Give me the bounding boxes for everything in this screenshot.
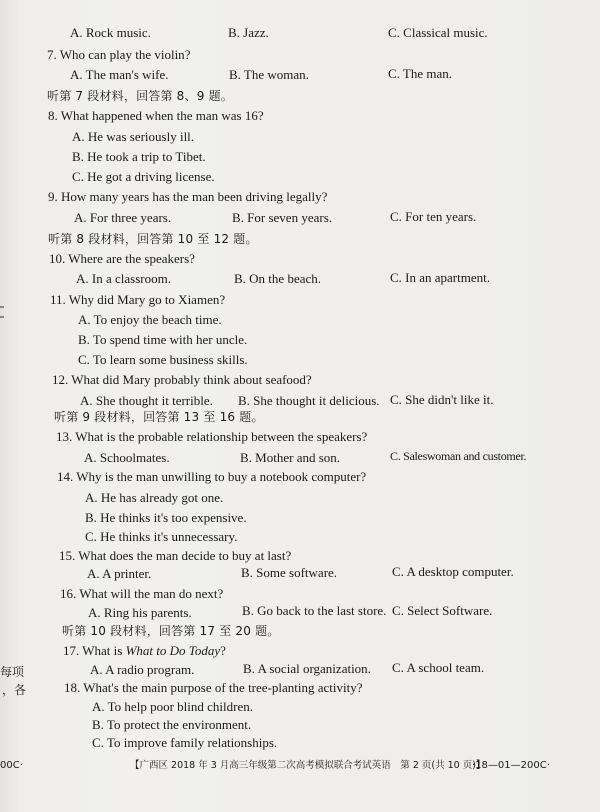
- q12-option-c: C. She didn't like it.: [390, 392, 494, 407]
- q10-option-a: A. In a classroom.: [76, 271, 171, 286]
- q9-option-a: A. For three years.: [74, 210, 172, 225]
- q17-program-title: What to Do Today: [125, 643, 221, 658]
- q15-stem: 15. What does the man decide to buy at last?: [59, 548, 292, 563]
- q16-stem: 16. What will the man do next?: [60, 586, 224, 601]
- q16-option-a: A. Ring his parents.: [88, 605, 192, 620]
- margin-text-line2: ，各: [2, 683, 27, 697]
- q18-stem: 18. What's the main purpose of the tree-planting activity?: [64, 680, 363, 695]
- q18-option-a: A. To help poor blind children.: [92, 699, 253, 714]
- q17-stem-suffix: ?: [220, 643, 226, 658]
- q6-option-a: A. Rock music.: [70, 25, 151, 40]
- q17-option-b: B. A social organization.: [243, 661, 371, 676]
- q16-option-c: C. Select Software.: [392, 603, 493, 618]
- q17-stem-prefix: 17. What is: [63, 643, 126, 658]
- q13-option-c: C. Saleswoman and customer.: [390, 449, 527, 463]
- q12-option-a: A. She thought it terrible.: [80, 393, 213, 408]
- q6-option-b: B. Jazz.: [228, 25, 269, 40]
- q15-option-b: B. Some software.: [241, 565, 338, 580]
- q10-option-b: B. On the beach.: [234, 271, 322, 286]
- section-9-heading: 听第 9 段材料，回答第 13 至 16 题。: [54, 410, 264, 424]
- margin-mark: [0, 306, 4, 308]
- q12-stem: 12. What did Mary probably think about seafood?: [52, 372, 312, 387]
- q9-option-b: B. For seven years.: [232, 210, 333, 225]
- section-7-heading: 听第 7 段材料，回答第 8、9 题。: [47, 89, 233, 103]
- q12-option-b: B. She thought it delicious.: [238, 393, 380, 408]
- q10-option-c: C. In an apartment.: [390, 270, 490, 285]
- q11-option-a: A. To enjoy the beach time.: [78, 312, 222, 327]
- q14-stem: 14. Why is the man unwilling to buy a notebook computer?: [57, 469, 367, 484]
- q14-option-c: C. He thinks it's unnecessary.: [85, 529, 238, 544]
- q16-option-b: B. Go back to the last store.: [242, 603, 387, 618]
- q15-option-c: C. A desktop computer.: [392, 564, 514, 579]
- q14-option-b: B. He thinks it's too expensive.: [85, 510, 247, 525]
- margin-text-line1: 每项: [0, 665, 25, 679]
- q11-stem: 11. Why did Mary go to Xiamen?: [50, 292, 226, 307]
- q17-option-a: A. A radio program.: [90, 662, 195, 677]
- footer-page-info: 【广西区 2018 年 3 月高三年级第二次高考模拟联合考试英语 第 2 页(共 10 页)】: [130, 760, 486, 771]
- q8-option-b: B. He took a trip to Tibet.: [72, 149, 206, 164]
- q6-option-c: C. Classical music.: [388, 25, 488, 40]
- q17-option-c: C. A school team.: [392, 660, 485, 675]
- q18-option-c: C. To improve family relationships.: [92, 735, 278, 750]
- q13-option-b: B. Mother and son.: [240, 450, 341, 465]
- q8-stem: 8. What happened when the man was 16?: [48, 108, 264, 123]
- footer-right-code: ·18—01—200C·: [472, 760, 550, 771]
- q9-option-c: C. For ten years.: [390, 209, 477, 224]
- q10-stem: 10. Where are the speakers?: [49, 251, 195, 266]
- footer-left-code: 00C·: [0, 760, 23, 771]
- q13-stem: 13. What is the probable relationship between the speakers?: [56, 429, 368, 444]
- margin-mark: [0, 316, 4, 318]
- q7-stem: 7. Who can play the violin?: [47, 47, 191, 62]
- q14-option-a: A. He has already got one.: [85, 490, 224, 505]
- section-8-heading: 听第 8 段材料，回答第 10 至 12 题。: [48, 232, 258, 246]
- q7-option-a: A. The man's wife.: [70, 67, 169, 82]
- q13-option-a: A. Schoolmates.: [84, 450, 170, 465]
- section-10-heading: 听第 10 段材料，回答第 17 至 20 题。: [62, 624, 280, 638]
- q9-stem: 9. How many years has the man been driving legally?: [48, 189, 328, 204]
- q15-option-a: A. A printer.: [87, 566, 152, 581]
- q18-option-b: B. To protect the environment.: [92, 717, 252, 732]
- q11-option-c: C. To learn some business skills.: [78, 352, 248, 367]
- q8-option-a: A. He was seriously ill.: [72, 129, 195, 144]
- q8-option-c: C. He got a driving license.: [72, 169, 215, 184]
- q7-option-b: B. The woman.: [229, 67, 309, 82]
- q7-option-c: C. The man.: [388, 66, 453, 81]
- q11-option-b: B. To spend time with her uncle.: [78, 332, 248, 347]
- q17-stem: [63, 643, 226, 659]
